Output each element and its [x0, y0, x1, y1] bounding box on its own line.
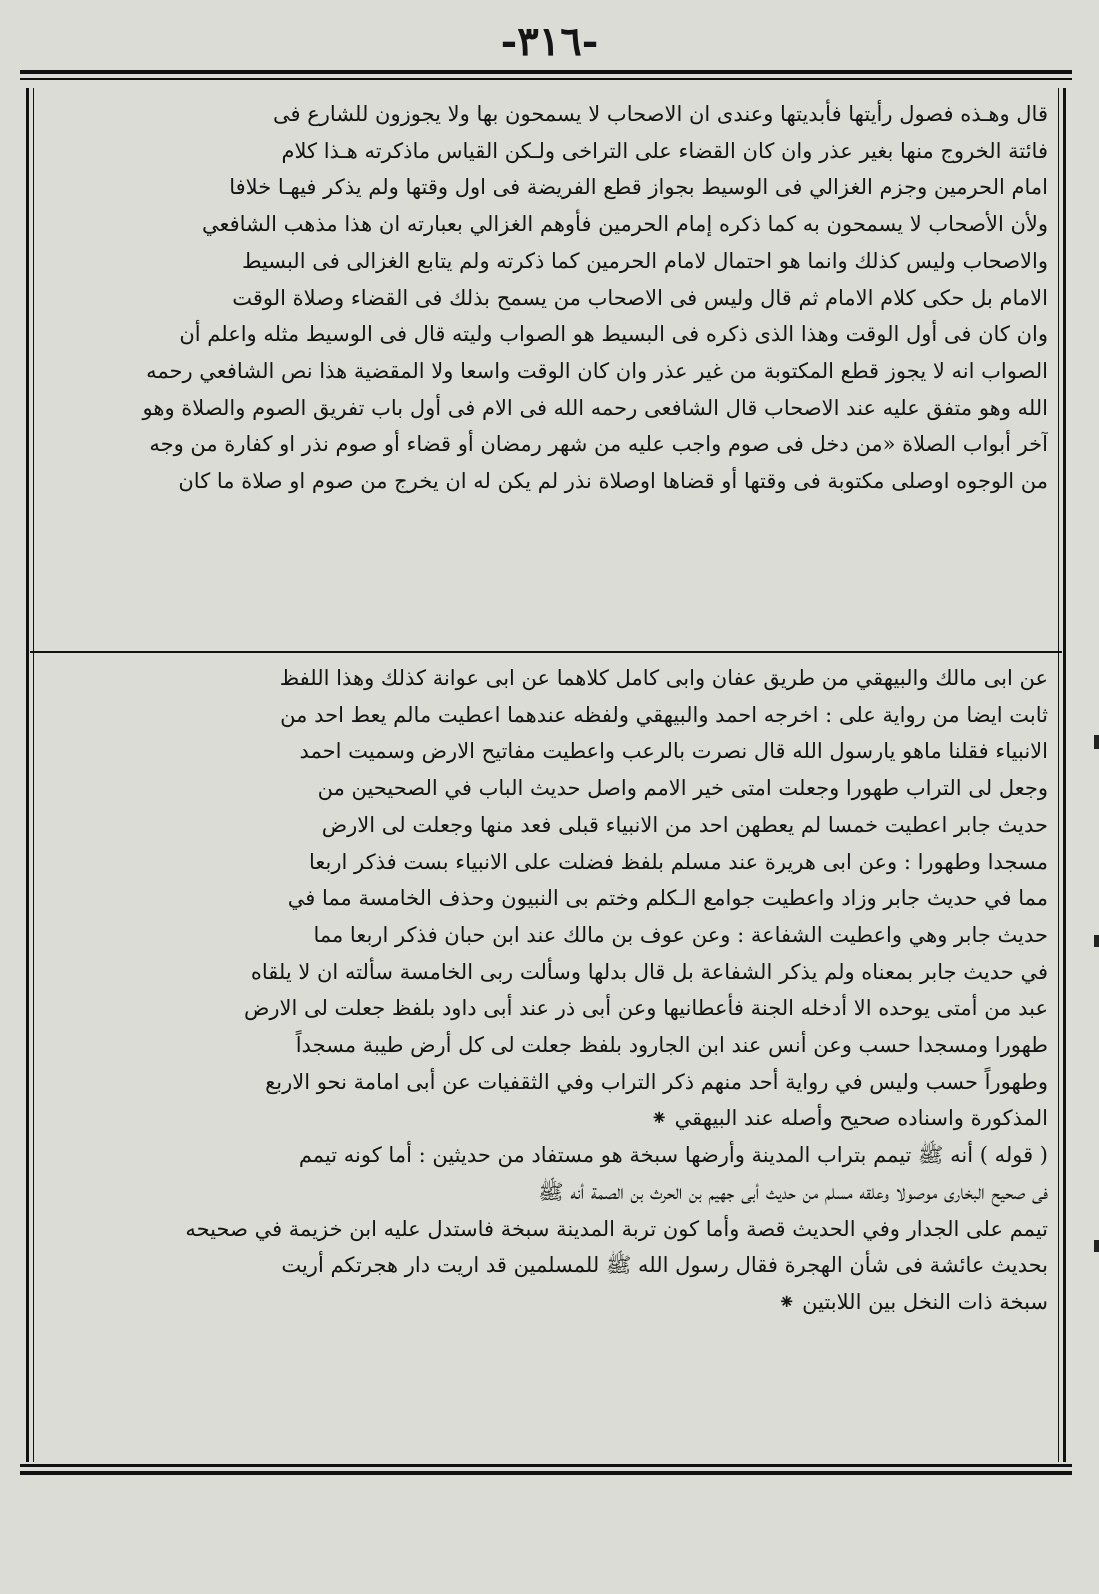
footnote-text-block [48, 660, 1048, 1321]
footnote-line: وطهوراً حسب وليس في رواية أحد منهم ذكر التراب وفي الثقفيات عن أبى امامة نحو الاربع [265, 1069, 1048, 1094]
footnote-line: سبخة ذات النخل بين اللابتين ⁕ [777, 1289, 1048, 1314]
footnote-line: ثابت ايضا من رواية على : اخرجه احمد والبيهقي ولفظه عندهما اعطيت مالم يعط احد من [280, 702, 1048, 727]
footnote-line: المذكورة واسناده صحيح وأصله عند البيهقي ⁕ [650, 1106, 1048, 1131]
footnote-line: تيمم على الجدار وفي الحديث قصة وأما كون تربة المدينة سبخة فاستدل عليه ابن خزيمة في صحيحه [185, 1216, 1048, 1241]
footnote-line: عن ابى مالك والبيهقي من طريق عفان وابى كامل كلاهما عن ابى عوانة كذلك وهذا اللفظ [279, 666, 1048, 690]
footnote-line: وجعل لى التراب طهورا وجعلت امتى خير الامم واصل حديث الباب في الصحيحين من [317, 776, 1048, 801]
scan-edge-mark [1094, 935, 1099, 947]
main-text-line: والاصحاب وليس كذلك وانما هو احتمال لامام الحرمين كما ذكرته ولم يتابع الغزالى فى البسيط [241, 248, 1048, 273]
bottom-rule-thin [20, 1464, 1072, 1467]
main-text-line: قال وهـذه فصول رأيتها فأبديتها وعندى ان الاصحاب لا يسمحون بها ولا يجوزون للشارع فى [272, 102, 1048, 126]
main-text-line: الله وهو متفق عليه عند الاصحاب قال الشافعى رحمه الله فى الام فى أول باب تفريق الصوم والصلاة وهو [142, 395, 1048, 420]
footnote-line: حديث جابر اعطيت خمسا لم يعطهن احد من الانبياء قبلى فعد منها وجعلت لى الارض [321, 812, 1048, 837]
footnote-line: مسجدا وطهورا : وعن ابى هريرة عند مسلم بلفظ فضلت على الانبياء بست فذكر اربعا [309, 849, 1048, 874]
main-text-block [48, 96, 1048, 500]
footnote-line: ( قوله ) أنه ﷺ تيمم بتراب المدينة وأرضها سبخة هو مستفاد من حديثين : أما كونه تيمم [298, 1143, 1048, 1168]
main-text-line: فائتة الخروج منها بغير عذر وان كان القضاء على التراخى ولـكن القياس ماذكرته هـذا كلام [281, 138, 1048, 163]
footnote-line: طهورا ومسجدا حسب وعن أنس عند ابن الجارود بلفظ جعلت لى كل أرض طيبة مسجداً [295, 1033, 1048, 1058]
bottom-rule-thick [20, 1471, 1072, 1475]
top-rule-thin [20, 78, 1072, 80]
main-text-line: الصواب انه لا يجوز قطع المكتوبة من غير عذر وان كان الوقت واسعا ولا المقضية هذا نص الشافعي رحمه [146, 358, 1048, 383]
footnote-line: عبد من أمتى يوحده الا أدخله الجنة فأعطانيها وعن أبى ذر عند أبى داود بلفظ جعلت لى الارض [243, 996, 1048, 1021]
scan-edge-mark [1094, 1240, 1099, 1252]
main-text-line: آخر أبواب الصلاة «من دخل فى صوم واجب عليه من شهر رمضان أو قضاء أو صوم نذر او كفارة من وجه [149, 432, 1048, 457]
main-text-line: وان كان فى أول الوقت وهذا الذى ذكره فى البسيط هو الصواب وليته قال فى الوسيط مثله واعلم أن [179, 322, 1048, 347]
main-text-line: الامام بل حكى كلام الامام ثم قال وليس فى الاصحاب من يسمح بذلك فى القضاء وصلاة الوقت [232, 285, 1048, 310]
main-text-line: من الوجوه اوصلى مكتوبة فى وقتها أو قضاها اوصلاة نذر لم يكن له ان يخرج من صوم او صلاة ما كان [178, 469, 1048, 494]
main-text-line: ولأن الأصحاب لا يسمحون به كما ذكره إمام الحرمين فأوهم الغزالي بعبارته ان هذا مذهب الشافعي [201, 212, 1048, 237]
footnote-line: مما في حديث جابر وزاد واعطيت جوامع الـكلم وختم بى النبيون وحذف الخامسة مما في [287, 886, 1048, 911]
top-rule-thick [20, 70, 1072, 74]
footnote-line: بحديث عائشة فى شأن الهجرة فقال رسول الله ﷺ للمسلمين قد اريت دار هجرتكم أريت [281, 1253, 1048, 1278]
section-divider [30, 651, 1062, 653]
footnote-line: الانبياء فقلنا ماهو يارسول الله قال نصرت بالرعب واعطيت مفاتيح الارض وسميت احمد [299, 739, 1048, 764]
footnote-line: فى صحيح البخارى موصولا وعلقه مسلم من حديث أبى جهيم بن الحرث بن الصمة أنه ﷺ [538, 1179, 1048, 1204]
main-text-line: امام الحرمين وجزم الغزالي فى الوسيط بجواز قطع الفريضة فى اول وقتها ولم يذكر فيهـا خلافا [229, 175, 1048, 200]
scan-edge-mark [1094, 735, 1099, 749]
footnote-line: حديث جابر وهي واعطيت الشفاعة : وعن عوف بن مالك عند ابن حبان فذكر اربعا مما [313, 922, 1048, 947]
footnote-line: في حديث جابر بمعناه ولم يذكر الشفاعة بل قال بدلها وسألت ربى الخامسة سألته ان لا يلقاه [250, 959, 1048, 984]
page-number: -٣١٦- [500, 18, 599, 65]
